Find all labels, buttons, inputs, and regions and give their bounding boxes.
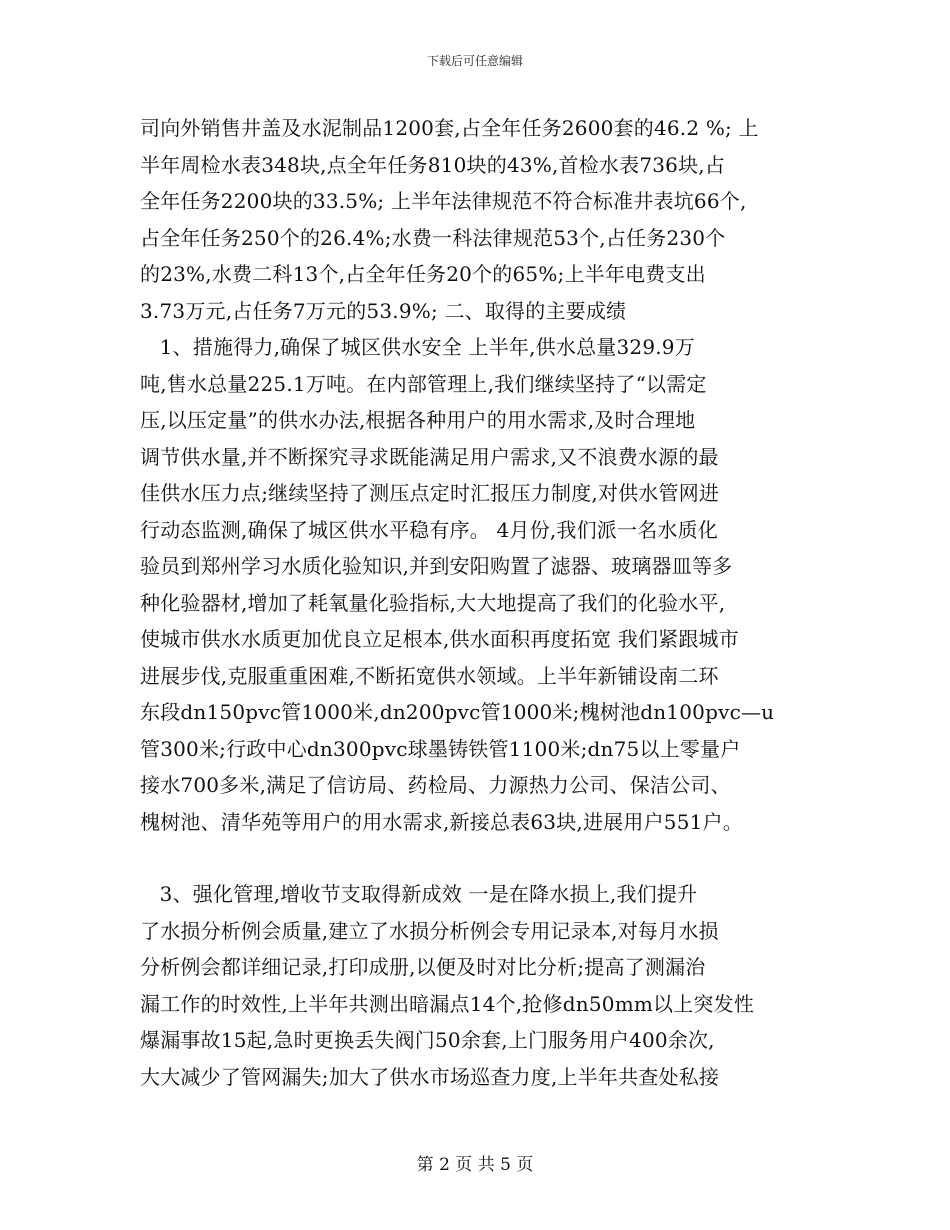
page-header-note: 下载后可任意编辑 (426, 54, 523, 68)
page-number: 第 2 页 共 5 页 (416, 1155, 534, 1175)
body-line: 漏工作的时效性,上半年共测出暗漏点14个,抢修dn50mm以上突发性 (140, 991, 755, 1016)
body-line: 槐树池、清华苑等用户的用水需求,新接总表63块,进展用户551户。 (140, 809, 743, 834)
body-line: 种化验器材,增加了耗氧量化验指标,大大地提高了我们的化验水平, (140, 590, 726, 615)
body-line: 3.73万元,占任务7万元的53.9%; 二、取得的主要成绩 (140, 298, 627, 323)
body-line: 了水损分析例会质量,建立了水损分析例会专用记录本,对每月水损 (140, 918, 719, 943)
body-line: 行动态监测,确保了城区供水平稳有序。 4月份,我们派一名水质化 (140, 517, 718, 542)
body-line: 进展步伐,克服重重困难,不断拓宽供水领域。上半年新铺设南二环 (140, 663, 719, 688)
body-line: 佳供水压力点;继续坚持了测压点定时汇报压力制度,对供水管网进 (140, 481, 720, 505)
body-line: 半年周检水表348块,点全年任务810块的43%,首检水表736块,占 (140, 152, 726, 177)
body-line: 的23%,水费二科13个,占全年任务20个的65%;上半年电费支出 (140, 262, 706, 286)
body-line: 司向外销售井盖及水泥制品1200套,占全年任务2600套的46.2 %; 上 (140, 116, 759, 140)
body-line: 调节供水量,并不断探究寻求既能满足用户需求,又不浪费水源的最 (140, 444, 719, 469)
body-line: 管300米;行政中心dn300pvc球墨铸铁管1100米;dn75以上零量户 (140, 736, 741, 761)
paragraph-gap (140, 840, 820, 876)
body-line: 吨,售水总量225.1万吨。在内部管理上,我们继续坚持了“以需定 (140, 371, 707, 396)
body-line: 验员到郑州学习水质化验知识,并到安阳购置了滤器、玻璃器皿等多 (140, 554, 733, 578)
body-line: 占全年任务250个的26.4%;水费一科法律规范53个,占任务230个 (140, 225, 726, 250)
body-line: 全年任务2200块的33.5%; 上半年法律规范不符合标准井表坑66个, (140, 189, 747, 213)
body-line: 爆漏事故15起,急时更换丢失阀门50余套,上门服务用户400余次, (140, 1028, 715, 1052)
document-body (140, 110, 820, 1095)
body-line: 接水700多米,满足了信访局、药检局、力源热力公司、保洁公司、 (140, 773, 731, 797)
body-line: 大大减少了管网漏失;加大了供水市场巡查力度,上半年共查处私接 (140, 1064, 720, 1089)
body-line: 分析例会都详细记录,打印成册,以便及时对比分析;提高了测漏治 (140, 955, 706, 979)
body-line: 1、措施得力,确保了城区供水安全 上半年,供水总量329.9万 (140, 335, 695, 359)
body-line: 3、强化管理,增收节支取得新成效 一是在降水损上,我们提升 (140, 882, 698, 906)
body-line: 使城市供水水质更加优良立足根本,供水面积再度拓宽 我们紧跟城市 (140, 627, 739, 651)
body-line: 东段dn150pvc管1000米,dn200pvc管1000米;槐树池dn100pvc—u (140, 700, 775, 724)
body-line: 压,以压定量”的供水办法,根据各种用户的用水需求,及时合理地 (140, 408, 696, 432)
